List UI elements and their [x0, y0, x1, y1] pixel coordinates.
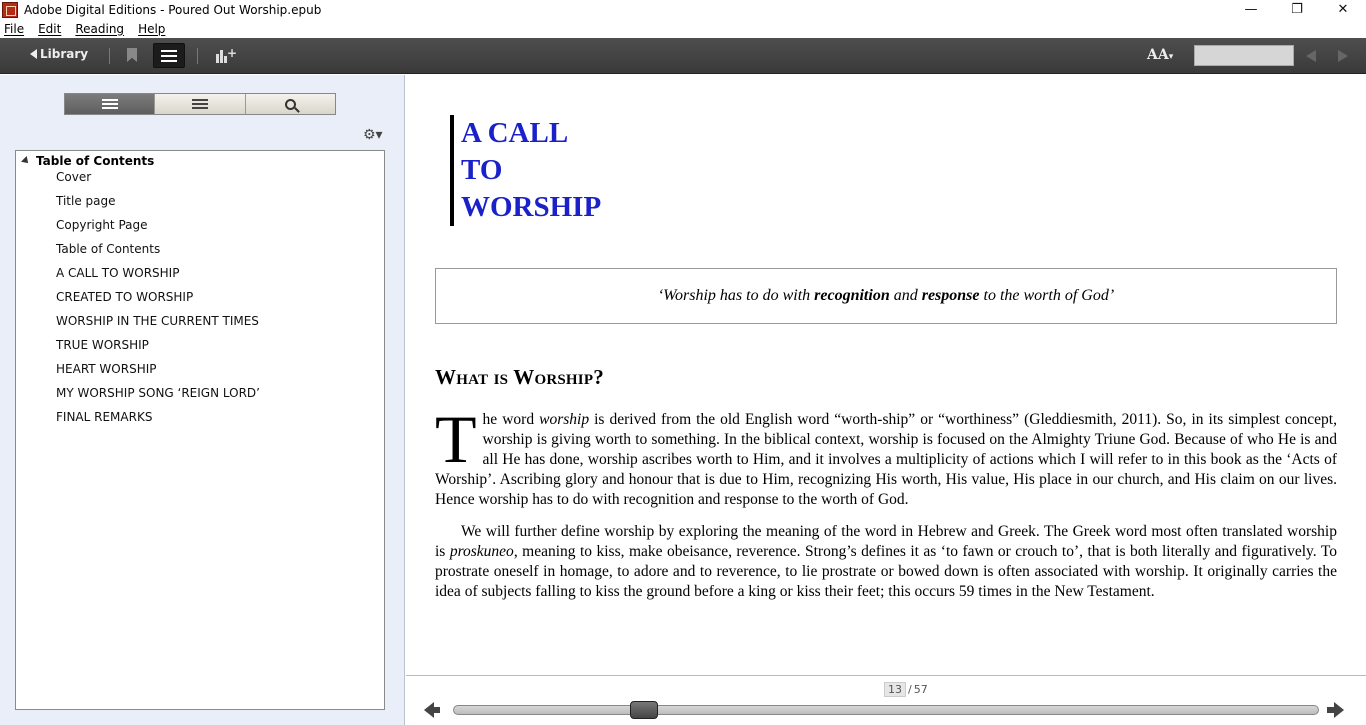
window-controls — [1228, 0, 1366, 19]
menu-file[interactable]: File — [4, 21, 25, 36]
restore-button[interactable] — [1274, 0, 1320, 19]
panel-view-tabs — [64, 93, 336, 115]
font-size-label: AA — [1147, 47, 1169, 63]
gear-icon[interactable]: ⚙▾ — [363, 127, 383, 143]
toc-item-current-times[interactable]: WORSHIP IN THE CURRENT TIMES — [56, 314, 259, 328]
page-slider-thumb[interactable] — [630, 701, 658, 719]
toc-item-copyright[interactable]: Copyright Page — [56, 218, 148, 232]
toc-heading: Table of Contents — [36, 154, 155, 168]
restore-icon: ❐ — [1291, 2, 1303, 17]
toc-list — [56, 170, 260, 434]
chapter-title-line: WORSHIP — [461, 191, 602, 223]
bookmarks-list-icon — [192, 99, 208, 110]
tab-bookmarks[interactable] — [155, 94, 245, 114]
previous-page-icon[interactable] — [1306, 50, 1316, 62]
paragraph-text: We will further define worship by exploring the meaning of the word in Hebrew and Greek. The Greek word most often translated worship is — [435, 523, 1337, 560]
toc-item-final-remarks[interactable]: FINAL REMARKS — [56, 410, 153, 424]
total-pages: 57 — [913, 683, 928, 696]
app-icon — [2, 2, 18, 18]
close-icon: ✕ — [1337, 2, 1349, 17]
tab-table-of-contents[interactable] — [65, 94, 155, 114]
toolbar — [0, 38, 1366, 74]
page-indicator — [884, 682, 928, 697]
back-arrow-icon — [30, 49, 37, 59]
page-slider-track[interactable] — [453, 705, 1319, 715]
page-separator: / — [908, 683, 912, 696]
close-button[interactable] — [1320, 0, 1366, 19]
menu-reading[interactable]: Reading — [75, 21, 125, 36]
chapter-title — [450, 115, 601, 226]
expand-triangle-icon[interactable] — [21, 156, 31, 166]
minimize-button[interactable] — [1228, 0, 1274, 19]
toc-root[interactable] — [22, 154, 154, 168]
epigraph-box — [435, 268, 1337, 324]
search-icon — [285, 99, 296, 110]
menu-help[interactable]: Help — [138, 21, 166, 36]
minimize-icon: — — [1244, 2, 1258, 17]
back-arrow-icon[interactable] — [424, 702, 434, 718]
toc-item-true-worship[interactable]: TRUE WORSHIP — [56, 338, 149, 352]
paragraph-text: he word — [482, 411, 540, 428]
toolbar-separator — [197, 48, 198, 64]
toc-item-worship-song[interactable]: MY WORSHIP SONG ‘REIGN LORD’ — [56, 386, 260, 400]
toc-item-cover[interactable]: Cover — [56, 170, 92, 184]
toc-icon — [102, 99, 118, 110]
toc-item-call-to-worship[interactable]: A CALL TO WORSHIP — [56, 266, 180, 280]
font-size-button[interactable]: AA▾ — [1147, 47, 1174, 63]
add-chart-icon[interactable]: + — [216, 49, 234, 63]
forward-arrow-icon[interactable] — [1334, 702, 1344, 718]
navigation-panel — [0, 75, 405, 725]
tab-search[interactable] — [246, 94, 335, 114]
paragraph-text: is derived from the old English word “worth-ship” or “worthiness” (Gleddiesmith, 2011). So, in its simplest concept, worship is giving worth to something. In the biblical context, worship is focused on the Almighty Triune God. Because of who He is and all He has done, worship ascribes worth to Him, and it involves a multiplicity of actions which I will refer to in this book as the ‘Acts of Worship’. Ascribing glory and honour that is due to Him, recognizing His worth, His value, His place in our church, and His claim on our lives. Hence worship has to do with recognition and response to the worth of God. — [435, 411, 1337, 508]
current-page-field[interactable]: 13 — [884, 682, 906, 697]
reading-pane — [406, 75, 1366, 675]
toc-item-created-to-worship[interactable]: CREATED TO WORSHIP — [56, 290, 194, 304]
page-navigation-bar — [406, 675, 1366, 725]
toc-item-heart-worship[interactable]: HEART WORSHIP — [56, 362, 157, 376]
library-button[interactable] — [30, 47, 88, 61]
title-bar — [0, 0, 1366, 19]
menu-edit[interactable]: Edit — [38, 21, 62, 36]
paragraph-text: , meaning to kiss, make obeisance, reverence. Strong’s defines it as ‘to fawn or crouch to’, that is both literally and figuratively. To prostrate oneself in homage, to adore and to reverence, to lie prostrate or bowed down is often associated with worship. It originally carries the idea of subjects falling to kiss the ground before a king or kiss their feet; this occurs 59 times in the New Testament. — [435, 543, 1337, 600]
quote-text: and — [889, 287, 922, 304]
chapter-title-line: A CALL — [461, 117, 569, 149]
toc-tree — [15, 150, 385, 710]
search-input[interactable] — [1194, 45, 1294, 66]
body-paragraph — [435, 522, 1337, 602]
bookmark-icon[interactable] — [127, 48, 137, 62]
toc-item-contents[interactable]: Table of Contents — [56, 242, 161, 256]
toc-item-title-page[interactable]: Title page — [56, 194, 116, 208]
quote-bold: recognition — [814, 287, 890, 304]
chapter-title-line: TO — [461, 154, 503, 186]
section-heading: What is Worship? — [435, 365, 604, 389]
quote-bold: response — [921, 287, 980, 304]
quote-text: to the worth of God’ — [979, 287, 1115, 304]
window-title: Adobe Digital Editions - Poured Out Worship.epub — [24, 2, 322, 17]
drop-cap: T — [435, 401, 477, 477]
paragraph-italic: proskuneo — [449, 543, 514, 560]
toolbar-separator — [109, 48, 110, 64]
list-icon — [161, 50, 177, 62]
next-page-icon[interactable] — [1338, 50, 1348, 62]
menu-bar — [0, 19, 1366, 38]
body-paragraph — [435, 401, 1337, 510]
quote-text: ‘Worship has to do with — [657, 287, 815, 304]
paragraph-italic: worship — [539, 411, 590, 428]
library-label: Library — [40, 47, 89, 61]
toc-toggle-button[interactable] — [153, 43, 185, 68]
